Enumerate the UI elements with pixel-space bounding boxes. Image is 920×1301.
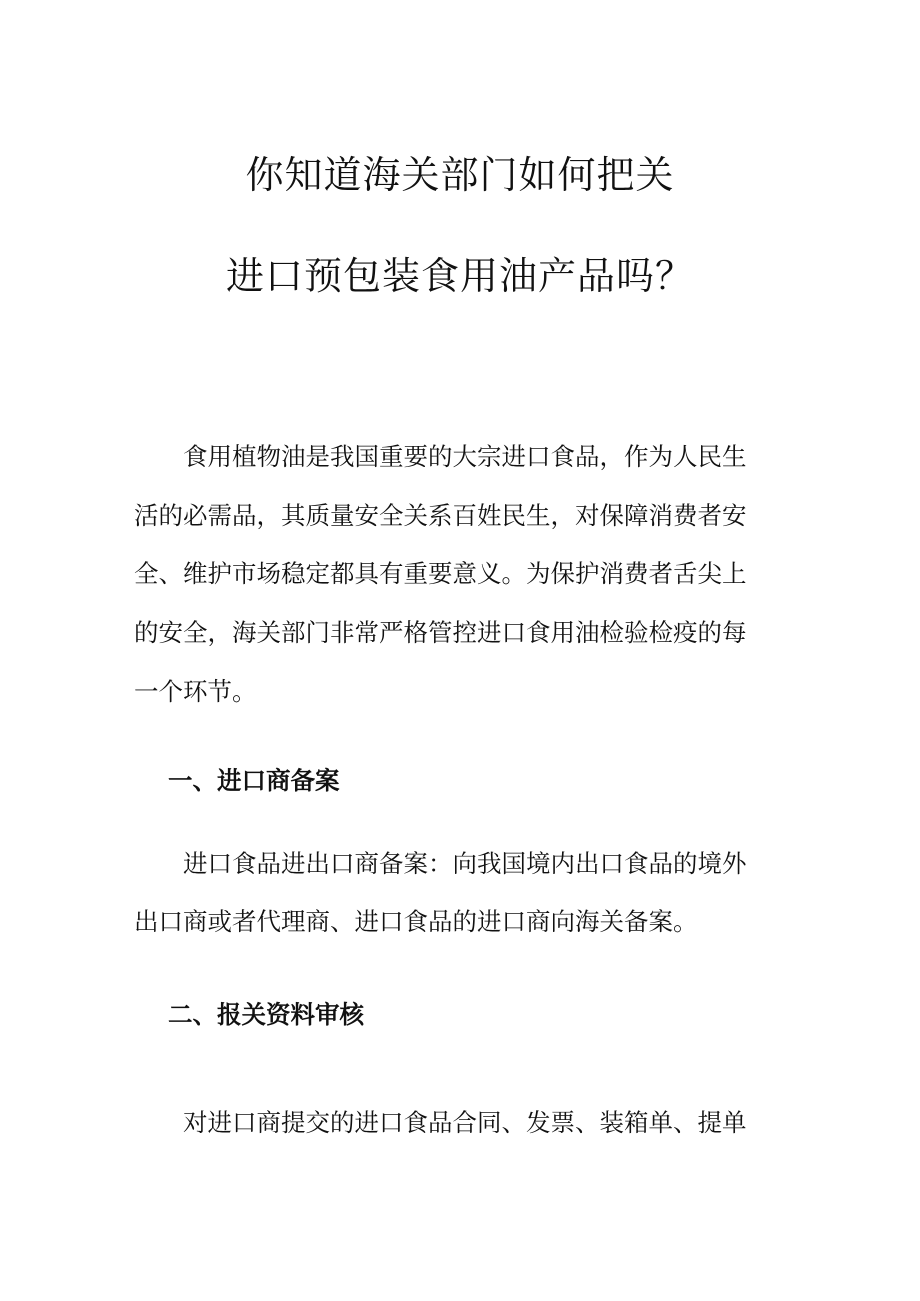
paragraph-line: 全、维护市场稳定都具有重要意义。为保护消费者舌尖上 — [134, 559, 747, 588]
document-title-line-1: 你知道海关部门如何把关 — [245, 153, 675, 197]
section-heading-customs-review: 二、报关资料审核 — [168, 1000, 364, 1029]
paragraph-line: 食用植物油是我国重要的大宗进口食品，作为人民生 — [183, 442, 747, 471]
paragraph-line: 活的必需品，其质量安全关系百姓民生，对保障消费者安 — [134, 501, 747, 530]
section-heading-importer-filing: 一、进口商备案 — [168, 766, 340, 795]
paragraph-line: 一个环节。 — [134, 677, 257, 706]
paragraph-line: 出口商或者代理商、进口食品的进口商向海关备案。 — [134, 907, 698, 936]
paragraph-line: 进口食品进出口商备案：向我国境内出口食品的境外 — [183, 849, 747, 878]
paragraph-line: 的安全，海关部门非常严格管控进口食用油检验检疫的每 — [134, 618, 747, 647]
paragraph-line: 对进口商提交的进口食品合同、发票、装箱单、提单 — [183, 1108, 747, 1137]
document-title-line-2: 进口预包装食用油产品吗？ — [225, 254, 694, 298]
